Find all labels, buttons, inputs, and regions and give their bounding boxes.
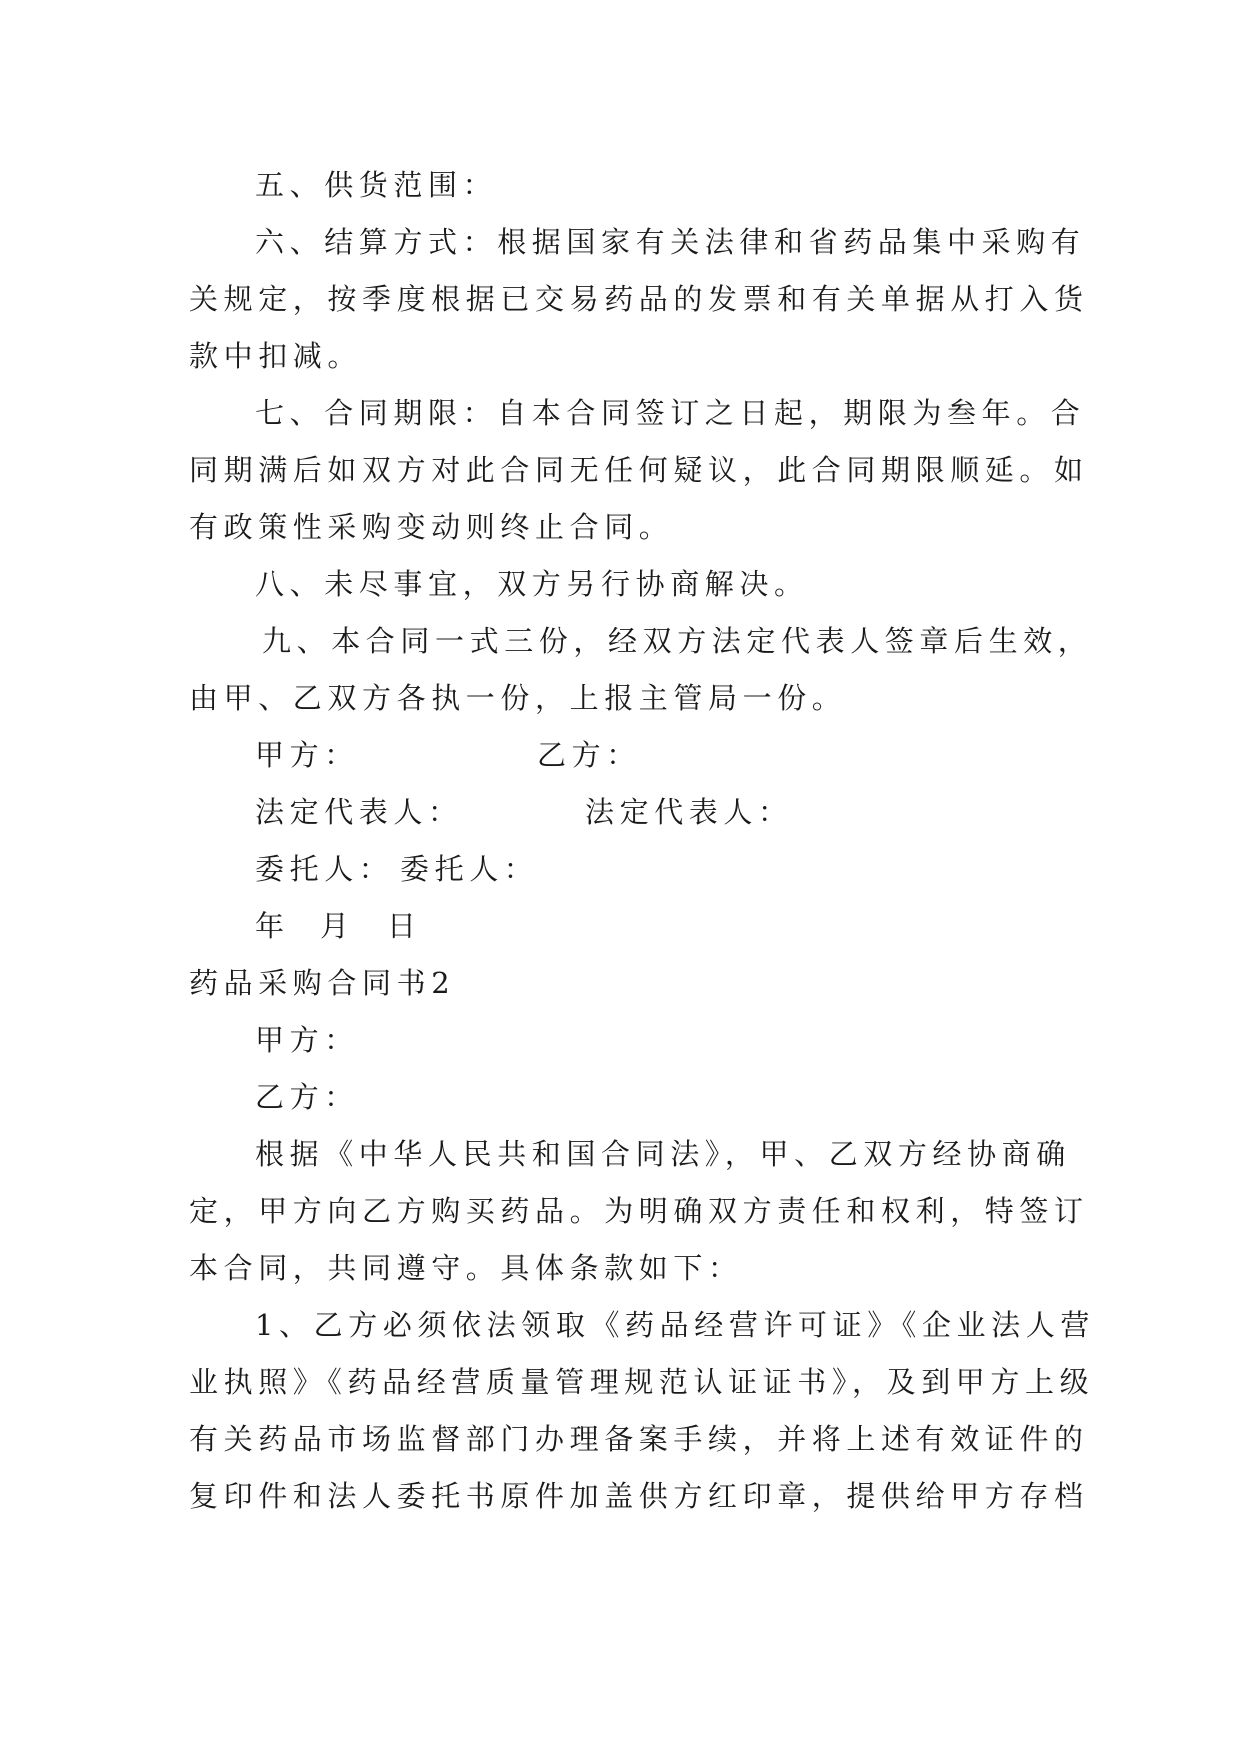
- clause-7-line-2: 同期满后如双方对此合同无任何疑议，此合同期限顺延。如: [189, 453, 1089, 487]
- clause-8: 八、未尽事宜，双方另行协商解决。: [255, 567, 809, 601]
- term-1-line-2: 业执照》《药品经营质量管理规范认证证书》，及到甲方上级: [189, 1365, 1095, 1399]
- contract-2-party-b-label: 乙方：: [255, 1080, 359, 1114]
- party-a-label: 甲方：: [255, 738, 359, 772]
- date-year-label: 年: [255, 909, 290, 943]
- preamble-line-2: 定，甲方向乙方购买药品。为明确双方责任和权利，特签订: [189, 1194, 1089, 1228]
- preamble-line-1: 根据《中华人民共和国合同法》，甲、乙双方经协商确: [255, 1137, 1071, 1171]
- contract-2-party-a-label: 甲方：: [255, 1023, 359, 1057]
- party-a-legal-rep-label: 法定代表人：: [255, 795, 463, 829]
- clause-6-line-3: 款中扣减。: [189, 339, 363, 373]
- term-1-line-3: 有关药品市场监督部门办理备案手续，并将上述有效证件的: [189, 1422, 1089, 1456]
- date-month-label: 月: [320, 909, 355, 943]
- clause-7-line-3: 有政策性采购变动则终止合同。: [189, 510, 674, 544]
- party-b-agent-label: 委托人：: [400, 852, 539, 886]
- party-b-label: 乙方：: [537, 738, 641, 772]
- term-1-line-1: 1、乙方必须依法领取《药品经营许可证》《企业法人营: [255, 1308, 1095, 1342]
- contract-2-title: 药品采购合同书2: [189, 966, 456, 1000]
- clause-9-line-2: 由甲、乙双方各执一份，上报主管局一份。: [189, 681, 847, 715]
- preamble-line-3: 本合同，共同遵守。具体条款如下：: [189, 1251, 743, 1285]
- party-b-legal-rep-label: 法定代表人：: [585, 795, 793, 829]
- date-day-label: 日: [387, 909, 422, 943]
- clause-9-line-1: 九、本合同一式三份，经双方法定代表人签章后生效，: [262, 624, 1093, 658]
- clause-6-line-1: 六、结算方式：根据国家有关法律和省药品集中采购有: [255, 225, 1086, 259]
- party-a-agent-label: 委托人：: [255, 852, 394, 886]
- clause-5-supply-scope: 五、供货范围：: [255, 168, 498, 202]
- term-1-line-4: 复印件和法人委托书原件加盖供方红印章，提供给甲方存档: [189, 1479, 1089, 1513]
- clause-7-line-1: 七、合同期限：自本合同签订之日起，期限为叁年。合: [255, 396, 1086, 430]
- clause-6-line-2: 关规定，按季度根据已交易药品的发票和有关单据从打入货: [189, 282, 1089, 316]
